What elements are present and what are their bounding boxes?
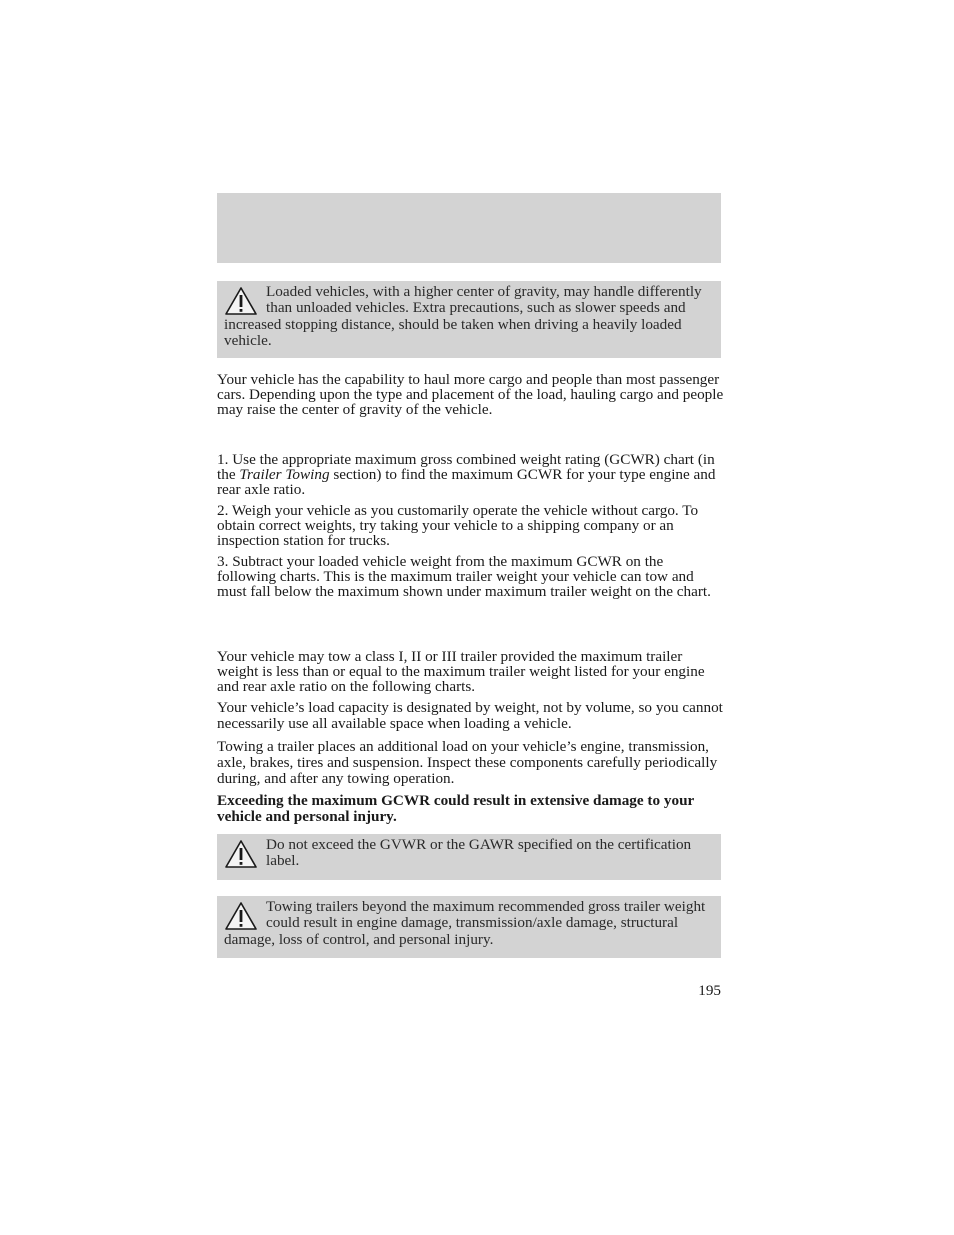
paragraph-capability: Your vehicle has the capability to haul more cargo and people than most passenger cars. Depending upon the type and placement of the load, hauling cargo and people may raise the center of gravity of the vehicle.	[217, 371, 724, 419]
page-number: 195	[698, 982, 721, 999]
warning-box-gvwr-gawr	[217, 834, 721, 880]
paragraph-step-3: 3. Subtract your loaded vehicle weight from the maximum GCWR on the following charts. This is the maximum trailer weight your vehicle can tow and must fall below the maximum shown under maximum trailer weight on the chart.	[217, 553, 711, 601]
warning-text: Loaded vehicles, with a higher center of gravity, may handle differently than unloaded vehicles. Extra precautions, such as slower speeds and increased stopping distance, should be taken when driving a heavily loaded vehicle.	[224, 283, 702, 350]
warning-box-towing-beyond	[217, 896, 721, 958]
paragraph-towing-load: Towing a trailer places an additional load on your vehicle’s engine, transmission, axle, brakes, tires and suspension. Inspect these components carefully periodically during, and after any towing operation.	[217, 738, 718, 787]
warning-triangle-icon	[224, 901, 258, 931]
step-1-text-start: 1. Use the appropriate maximum gross combined weight rating (GCWR) chart (in the	[217, 451, 715, 484]
step-1-text-end: section) to find the maximum GCWR for your type engine and rear axle ratio.	[217, 466, 716, 499]
trailer-towing-reference: Trailer Towing	[239, 466, 330, 484]
warning-triangle-icon	[224, 286, 258, 316]
paragraph-step-1	[217, 452, 725, 498]
warning-box-loaded-vehicles	[217, 281, 721, 358]
paragraph-load-capacity: Your vehicle’s load capacity is designated by weight, not by volume, so you cannot necessarily use all available space when loading a vehicle.	[217, 699, 723, 732]
paragraph-step-2: 2. Weigh your vehicle as you customarily operate the vehicle without cargo. To obtain correct weights, try taking your vehicle to a shipping company or an inspection station for trucks.	[217, 502, 699, 550]
warning-text: Towing trailers beyond the maximum recommended gross trailer weight could result in engine damage, transmission/axle damage, structural damage, loss of control, and personal injury.	[224, 898, 706, 948]
warning-triangle-icon	[224, 839, 258, 869]
warning-text: Do not exceed the GVWR or the GAWR specified on the certification label.	[266, 836, 692, 870]
paragraph-class-trailer: Your vehicle may tow a class I, II or III trailer provided the maximum trailer weight is less than or equal to the maximum trailer weight listed for your engine and rear axle ratio on the following charts.	[217, 648, 705, 696]
section-header-band	[217, 193, 721, 263]
paragraph-exceeding-gcwr: Exceeding the maximum GCWR could result in extensive damage to your vehicle and personal injury.	[217, 792, 694, 825]
